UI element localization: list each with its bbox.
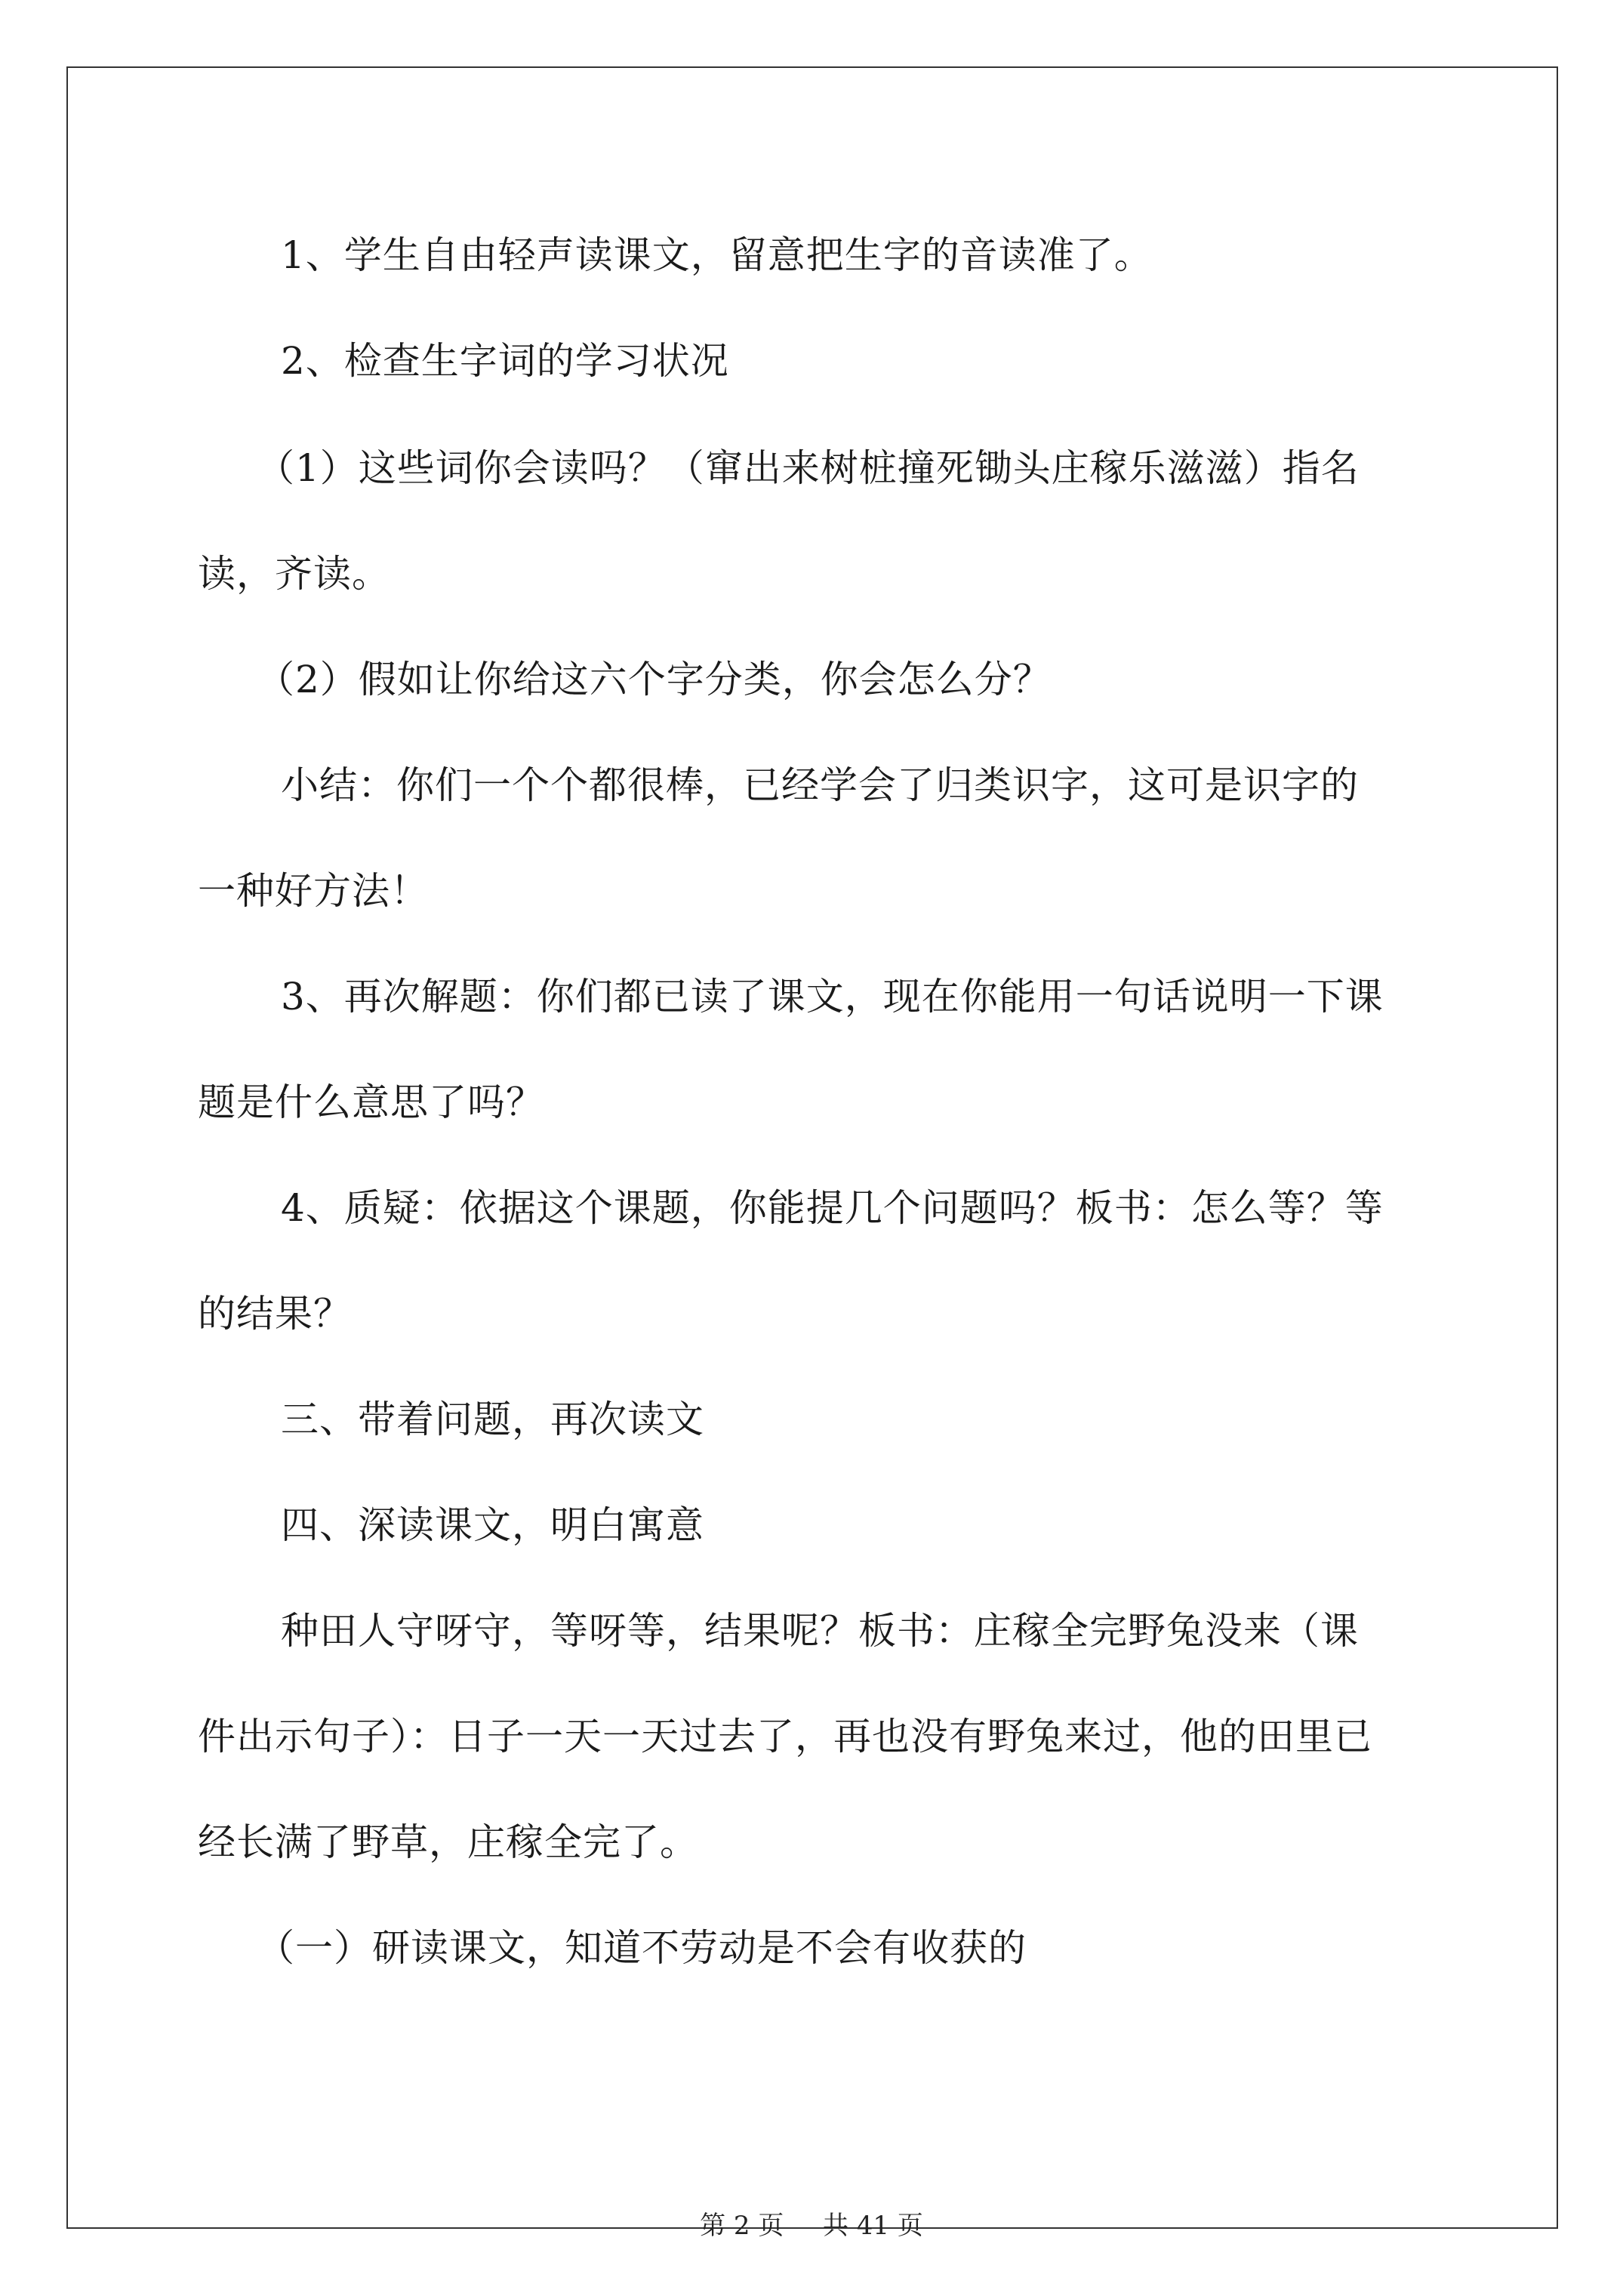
paragraph-4-line-1: （2）假如让你给这六个字分类，你会怎么分？	[257, 658, 1052, 701]
paragraph-6-line-1: 3、再次解题：你们都已读了课文，现在你能用一句话说明一下课	[281, 975, 1384, 1019]
paragraph-6-continued	[198, 1049, 1466, 1155]
section-heading-3-text: 三、带着问题，再次读文	[281, 1398, 704, 1441]
section-heading-4-text: 四、深读课文，明白寓意	[281, 1503, 704, 1547]
paragraph-1-line-1: 1、学生自由轻声读课文，留意把生字的音读准了。	[281, 233, 1153, 277]
paragraph-3	[257, 415, 1525, 521]
paragraph-6-line-2: 题是什么意思了吗？	[198, 1080, 544, 1124]
paragraph-10	[281, 1578, 1549, 1684]
paragraph-2-line-1: 2、检查生字词的学习状况	[281, 339, 729, 383]
paragraph-10-line-1: 种田人守呀守，等呀等，结果呢？板书：庄稼全完野兔没来（课	[281, 1609, 1359, 1653]
page-footer	[0, 2205, 1623, 2242]
paragraph-10-line-3: 经长满了野草，庄稼全完了。	[198, 1820, 698, 1864]
paragraph-5-line-1: 小结：你们一个个都很棒，已经学会了归类识字，这可是识字的	[281, 763, 1359, 807]
paragraph-7	[281, 1155, 1549, 1261]
section-heading-3	[281, 1367, 1549, 1472]
paragraph-2	[281, 308, 1549, 414]
subsection-heading-1-text: （一）研读课文，知道不劳动是不会有收获的	[257, 1926, 1027, 1970]
paragraph-10-line-2: 件出示句子）：日子一天一天过去了，再也没有野兔来过，他的田里已	[198, 1715, 1372, 1758]
section-heading-4	[281, 1472, 1549, 1578]
paragraph-1	[281, 202, 1549, 308]
paragraph-4	[257, 627, 1525, 732]
paragraph-3-continued	[198, 521, 1466, 627]
paragraph-5-continued	[198, 838, 1466, 944]
paragraph-10-continued-2	[198, 1789, 1466, 1895]
paragraph-5-line-2: 一种好方法！	[198, 869, 429, 913]
paragraph-6	[281, 944, 1549, 1049]
subsection-heading-1	[257, 1895, 1525, 2001]
paragraph-7-line-1: 4、质疑：依据这个课题，你能提几个问题吗？板书：怎么等？等	[281, 1186, 1384, 1230]
paragraph-7-continued	[198, 1261, 1466, 1367]
page-number: 第 2 页	[700, 2211, 784, 2241]
paragraph-5	[281, 732, 1549, 838]
paragraph-3-line-2: 读，齐读。	[198, 552, 390, 596]
paragraph-10-continued	[198, 1684, 1466, 1789]
paragraph-7-line-2: 的结果？	[198, 1292, 352, 1336]
paragraph-3-line-1: （1）这些词你会读吗？（窜出来树桩撞死锄头庄稼乐滋滋）指名	[257, 446, 1360, 490]
page-total: 共 41 页	[822, 2211, 923, 2241]
